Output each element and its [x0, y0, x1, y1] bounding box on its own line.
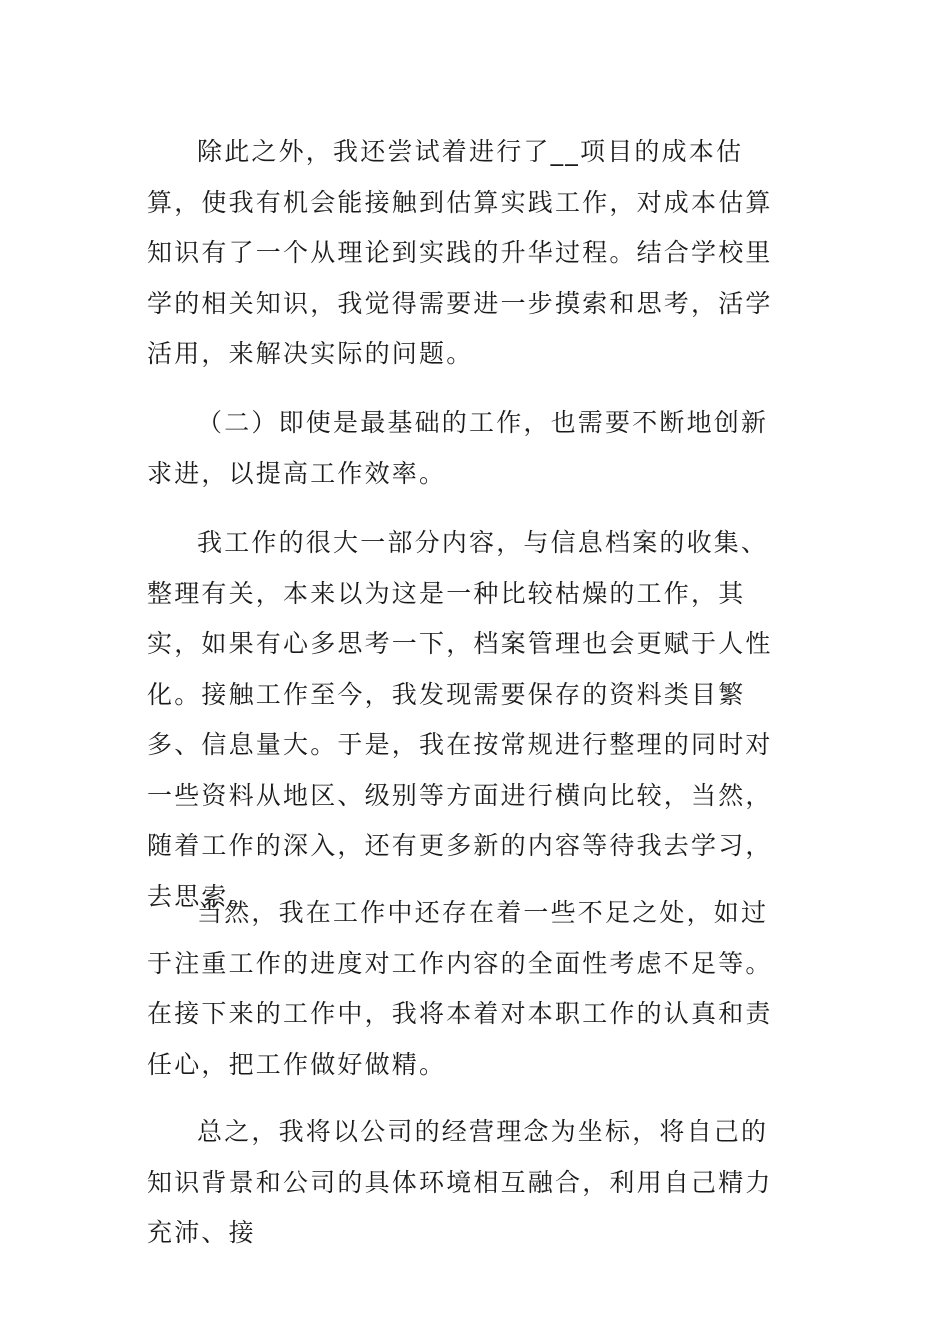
paragraph-conclusion: 总之，我将以公司的经营理念为坐标，将自己的知识背景和公司的具体环境相互融合，利用自己精力充沛、接 [147, 1117, 773, 1247]
paragraph-shortcomings: 当然，我在工作中还存在着一些不足之处，如过于注重工作的进度对工作内容的全面性考虑不足等。在接下来的工作中，我将本着对本职工作的认真和责任心，把工作做好做精。 [147, 898, 773, 1079]
paragraph-section-two-heading: （二）即使是最基础的工作，也需要不断地创新求进，以提高工作效率。 [147, 408, 769, 488]
paragraph-archive-work: 我工作的很大一部分内容，与信息档案的收集、整理有关，本来以为这是一种比较枯燥的工作，其实，如果有心多思考一下，档案管理也会更赋于人性化。接触工作至今，我发现需要保存的资料类目繁多、信息量大。于是，我在按常规进行整理的同时对一些资料从地区、级别等方面进行横向比较，当然，随着工作的深入，还有更多新的内容等待我去学习，去思索。 [147, 528, 773, 911]
paragraph-cost-estimation: 除此之外，我还尝试着进行了__项目的成本估算，使我有机会能接触到估算实践工作，对成本估算知识有了一个从理论到实践的升华过程。结合学校里学的相关知识，我觉得需要进一步摸索和思考，活学活用，来解决实际的问题。 [147, 137, 773, 368]
